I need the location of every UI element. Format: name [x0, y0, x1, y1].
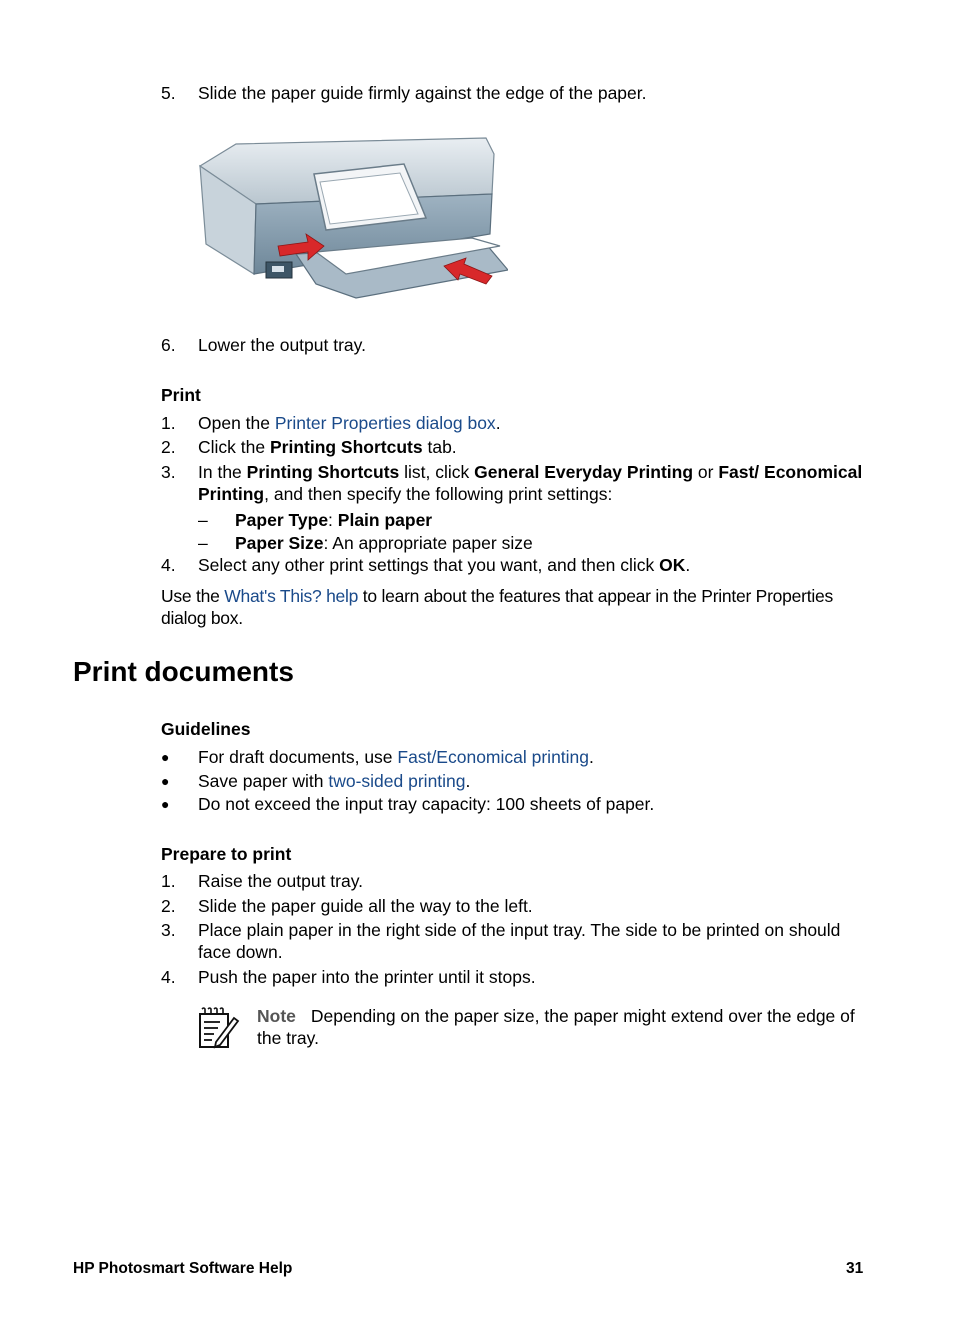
- note-icon: [196, 1006, 240, 1050]
- guidelines-heading: Guidelines: [161, 719, 251, 739]
- step-bold: Printing Shortcuts: [246, 462, 400, 482]
- step-text: list, click: [399, 462, 475, 482]
- bullet-dot: ●: [161, 796, 170, 812]
- step-number: 2.: [161, 896, 176, 916]
- bullet-text-end: .: [465, 771, 471, 791]
- step-text: Slide the paper guide firmly against the edge of the paper.: [198, 83, 647, 103]
- dash: –: [198, 510, 208, 530]
- step-text: Select any other print settings that you want, and then click: [198, 555, 660, 575]
- step-number: 1.: [161, 413, 176, 433]
- dash: –: [198, 533, 208, 553]
- setting-value: Plain paper: [337, 510, 433, 530]
- setting-name: Paper Size: [235, 533, 324, 553]
- step-text: Place plain paper in the right side of the input tray. The side to be printed on should face down.: [198, 920, 841, 962]
- setting-name: Paper Type: [235, 510, 329, 530]
- note-label: Note: [257, 1006, 296, 1026]
- step-number: 3.: [161, 920, 176, 940]
- step-text: Slide the paper guide all the way to the left.: [198, 896, 533, 916]
- bullet-text: Save paper with: [198, 771, 329, 791]
- step-bold: Fast/ Economical Printing: [198, 462, 863, 504]
- step-bold: General Everyday Printing: [474, 462, 694, 482]
- step-number: 4.: [161, 967, 176, 987]
- help-text: Use the: [161, 586, 225, 606]
- note-text-block: [257, 1005, 871, 1049]
- step-bold: OK: [659, 555, 686, 575]
- print-heading: Print: [161, 385, 201, 405]
- help-paragraph: [161, 585, 873, 629]
- bullet-dot: ●: [161, 773, 170, 789]
- step-text: Click the: [198, 437, 270, 457]
- page-number: 31: [846, 1260, 864, 1277]
- step-text: Lower the output tray.: [198, 335, 366, 355]
- footer-title: HP Photosmart Software Help: [73, 1260, 293, 1277]
- step-number: 4.: [161, 555, 176, 575]
- help-text-end: to learn about the features that appear in the Printer Properties dialog box.: [161, 586, 833, 628]
- page-title: Print documents: [73, 656, 294, 687]
- separator: :: [328, 510, 338, 530]
- setting-value: : An appropriate paper size: [323, 533, 533, 553]
- prepare-heading: Prepare to print: [161, 844, 292, 864]
- step-number: 6.: [161, 335, 176, 355]
- two-sided-printing-link[interactable]: two-sided printing: [328, 771, 466, 791]
- step-bold: Printing Shortcuts: [269, 437, 423, 457]
- step-text: Open the: [198, 413, 275, 433]
- bullet-text-end: .: [589, 747, 594, 767]
- bullet-dot: ●: [161, 749, 170, 765]
- whats-this-help-link[interactable]: What's This? help: [224, 586, 359, 606]
- step-number: 1.: [161, 871, 176, 891]
- step-number: 5.: [161, 83, 176, 103]
- step-text: or: [693, 462, 719, 482]
- step-text: Raise the output tray.: [198, 871, 364, 891]
- fast-economical-printing-link[interactable]: Fast/Economical printing: [397, 747, 590, 767]
- step-text-end: .: [495, 413, 501, 433]
- note-text: Depending on the paper size, the paper might extend over the edge of the tray.: [257, 1006, 855, 1048]
- step-text: Push the paper into the printer until it stops.: [198, 967, 536, 987]
- step-text: , and then specify the following print settings:: [264, 484, 613, 504]
- bullet-text: Do not exceed the input tray capacity: 100 sheets of paper.: [198, 794, 655, 814]
- bullet-text: For draft documents, use: [198, 747, 398, 767]
- step-text: In the: [198, 462, 247, 482]
- printer-illustration: [196, 134, 508, 300]
- step-text-end: .: [685, 555, 691, 575]
- step-number: 2.: [161, 437, 176, 457]
- step-number: 3.: [161, 462, 176, 482]
- printer-properties-link[interactable]: Printer Properties dialog box: [274, 413, 496, 433]
- step-text-end: tab.: [422, 437, 457, 457]
